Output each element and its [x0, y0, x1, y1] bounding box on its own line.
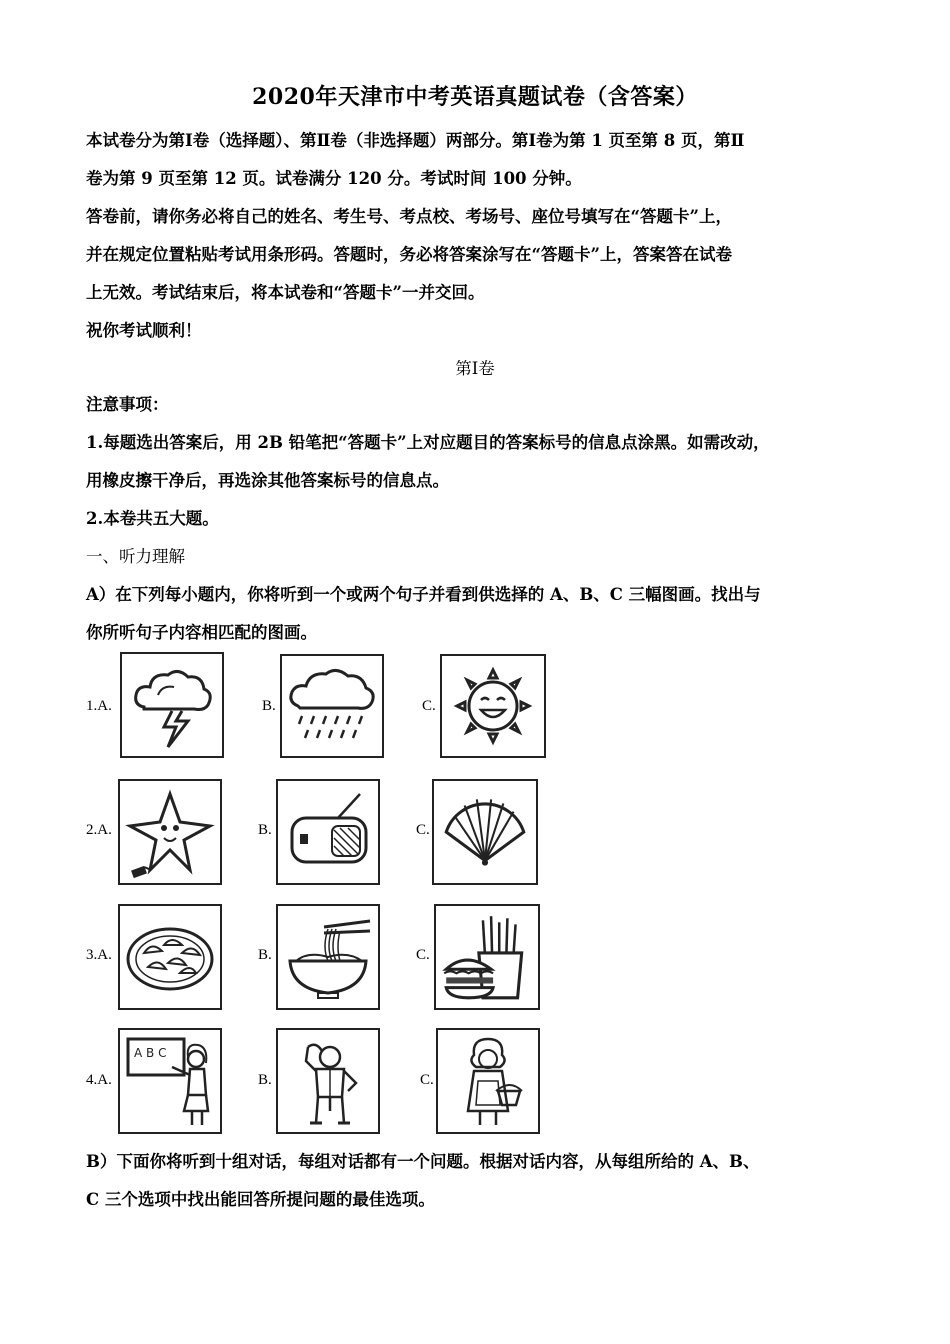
part-a-instruction: A）在下列每小题内，你将听到一个或两个句子并看到供选择的 A、B、C 三幅图画。找出与	[86, 585, 761, 604]
radio-icon	[278, 781, 378, 883]
kite-icon	[120, 781, 220, 883]
q3-option-c-image	[434, 904, 540, 1010]
q2-option-b-image	[276, 779, 380, 885]
exam-title: 2020年天津市中考英语真题试卷（含答案）	[252, 84, 698, 110]
q2-option-c-image	[432, 779, 538, 885]
q3-option-a-image	[118, 904, 222, 1010]
q4-option-a-image	[118, 1028, 222, 1134]
q1-label-a: 1.A.	[86, 698, 112, 714]
smiling-sun-icon	[442, 656, 544, 756]
q1-option-c-image	[440, 654, 546, 758]
part-b-instruction: B）下面你将听到十组对话，每组对话都有一个问题。根据对话内容，从每组所给的 A、B、	[86, 1152, 760, 1171]
q2-option-a-image	[118, 779, 222, 885]
note-line: 2.本卷共五大题。	[86, 509, 219, 528]
intro-line: 并在规定位置粘贴考试用条形码。答题时，务必将答案涂写在“答题卡”上，答案答在试卷	[86, 245, 732, 264]
part-b-instruction: C 三个选项中找出能回答所提问题的最佳选项。	[86, 1190, 435, 1209]
q4-option-b-image	[276, 1028, 380, 1134]
q3-label-a: 3.A.	[86, 947, 112, 963]
part-b-block	[86, 1143, 870, 1219]
q4-label-a: 4.A.	[86, 1072, 112, 1088]
exercising-man-icon	[278, 1030, 378, 1132]
q4-label-b: B.	[258, 1072, 272, 1088]
intro-line: 卷为第 9 页至第 12 页。试卷满分 120 分。考试时间 100 分钟。	[86, 169, 582, 188]
section-heading: 一、听力理解	[86, 547, 185, 566]
q1-label-c: C.	[422, 698, 436, 714]
rain-cloud-icon	[282, 656, 382, 756]
wish-line: 祝你考试顺利！	[86, 321, 202, 340]
folding-fan-icon	[434, 781, 536, 883]
blackboard-letters: A B C	[134, 1046, 167, 1060]
teacher-blackboard-icon	[120, 1030, 220, 1132]
q4-option-c-image	[436, 1028, 540, 1134]
q1-option-a-image	[120, 652, 224, 758]
q4-label-c: C.	[420, 1072, 434, 1088]
q3-option-b-image	[276, 904, 380, 1010]
note-line: 1.每题选出答案后，用 2B 铅笔把“答题卡”上对应题目的答案标号的信息点涂黑。如需改动，	[86, 433, 770, 452]
notes-heading: 注意事项：	[86, 395, 169, 414]
intro-paragraph	[86, 122, 870, 350]
burger-fries-icon	[436, 906, 538, 1008]
intro-line: 答卷前，请你务必将自己的姓名、考生号、考点校、考场号、座位号填写在“答题卡”上，	[86, 207, 732, 226]
note-line: 用橡皮擦干净后，再选涂其他答案标号的信息点。	[86, 471, 449, 490]
noodles-bowl-icon	[278, 906, 378, 1008]
notes-block	[86, 386, 870, 652]
thunderstorm-cloud-icon	[122, 654, 222, 756]
intro-line: 上无效。考试结束后，将本试卷和“答题卡”一并交回。	[86, 283, 485, 302]
q3-label-b: B.	[258, 947, 272, 963]
q2-label-b: B.	[258, 822, 272, 838]
part-a-instruction: 你所听句子内容相匹配的图画。	[86, 623, 317, 642]
dumplings-plate-icon	[120, 906, 220, 1008]
woman-basket-icon	[438, 1030, 538, 1132]
intro-line: 本试卷分为第Ⅰ卷（选择题）、第Ⅱ卷（非选择题）两部分。第Ⅰ卷为第 1 页至第 8 页，第Ⅱ	[86, 131, 745, 150]
q1-label-b: B.	[262, 698, 276, 714]
q3-label-c: C.	[416, 947, 430, 963]
q1-option-b-image	[280, 654, 384, 758]
volume-title: 第Ⅰ卷	[455, 359, 495, 378]
q2-label-a: 2.A.	[86, 822, 112, 838]
q2-label-c: C.	[416, 822, 430, 838]
